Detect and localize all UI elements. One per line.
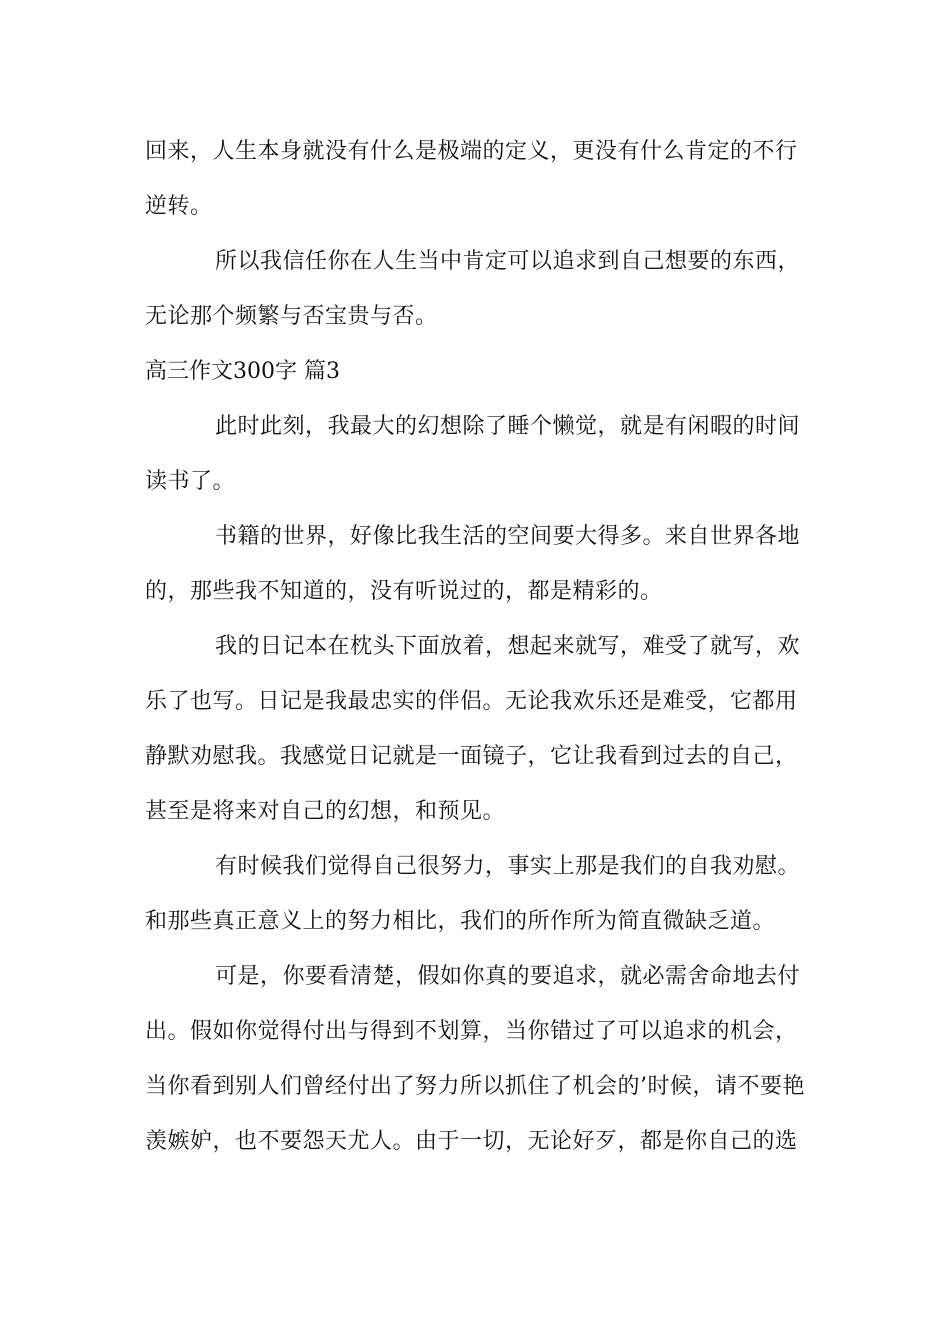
paragraph-line: 羡嫉妒，也不要怨天尤人。由于一切，无论好歹，都是你自己的选 <box>145 1129 798 1154</box>
paragraph-6 <box>145 847 813 957</box>
paragraph-2 <box>145 242 813 352</box>
paragraph-line: 无论那个频繁与否宝贵与否。 <box>145 304 438 329</box>
paragraph-line: 出。假如你觉得付出与得到不划算，当你错过了可以追求的机会， <box>145 1019 798 1044</box>
paragraph-line: 有时候我们觉得自己很努力，事实上那是我们的自我劝慰。 <box>215 854 801 879</box>
paragraph-3 <box>145 407 813 517</box>
paragraph-line: 所以我信任你在人生当中肯定可以追求到自己想要的东西， <box>215 249 801 274</box>
paragraph-line: 读书了。 <box>145 469 236 494</box>
paragraph-line: 逆转。 <box>145 194 213 219</box>
paragraph-line: 书籍的世界，好像比我生活的空间要大得多。来自世界各地 <box>215 524 801 549</box>
paragraph-line: 和那些真正意义上的努力相比，我们的所作所为简直微缺乏道。 <box>145 909 776 934</box>
paragraph-1 <box>145 132 813 242</box>
paragraph-line: 静默劝慰我。我感觉日记就是一面镜子，它让我看到过去的自己， <box>145 744 798 769</box>
paragraph-7 <box>145 957 813 1177</box>
paragraph-line: 此时此刻，我最大的幻想除了睡个懒觉，就是有闲暇的时间 <box>215 414 801 439</box>
paragraph-line: 乐了也写。日记是我最忠实的伴侣。无论我欢乐还是难受，它都用 <box>145 689 798 714</box>
paragraph-line: 我的日记本在枕头下面放着，想起来就写，难受了就写，欢 <box>215 634 801 659</box>
paragraph-4 <box>145 517 813 627</box>
document-body <box>145 132 813 1177</box>
section-heading-text: 高三作文300字 篇3 <box>145 359 340 384</box>
paragraph-line: 回来，人生本身就没有什么是极端的定义，更没有什么肯定的不行 <box>145 139 798 164</box>
paragraph-line: 当你看到别人们曾经付出了努力所以抓住了机会的’时候，请不要艳 <box>145 1074 805 1099</box>
paragraph-5 <box>145 627 813 847</box>
paragraph-line: 的，那些我不知道的，没有听说过的，都是精彩的。 <box>145 579 663 604</box>
paragraph-line: 可是，你要看清楚，假如你真的要追求，就必需舍命地去付 <box>215 964 801 989</box>
section-heading <box>145 352 813 407</box>
paragraph-line: 甚至是将来对自己的幻想，和预见。 <box>145 799 506 824</box>
